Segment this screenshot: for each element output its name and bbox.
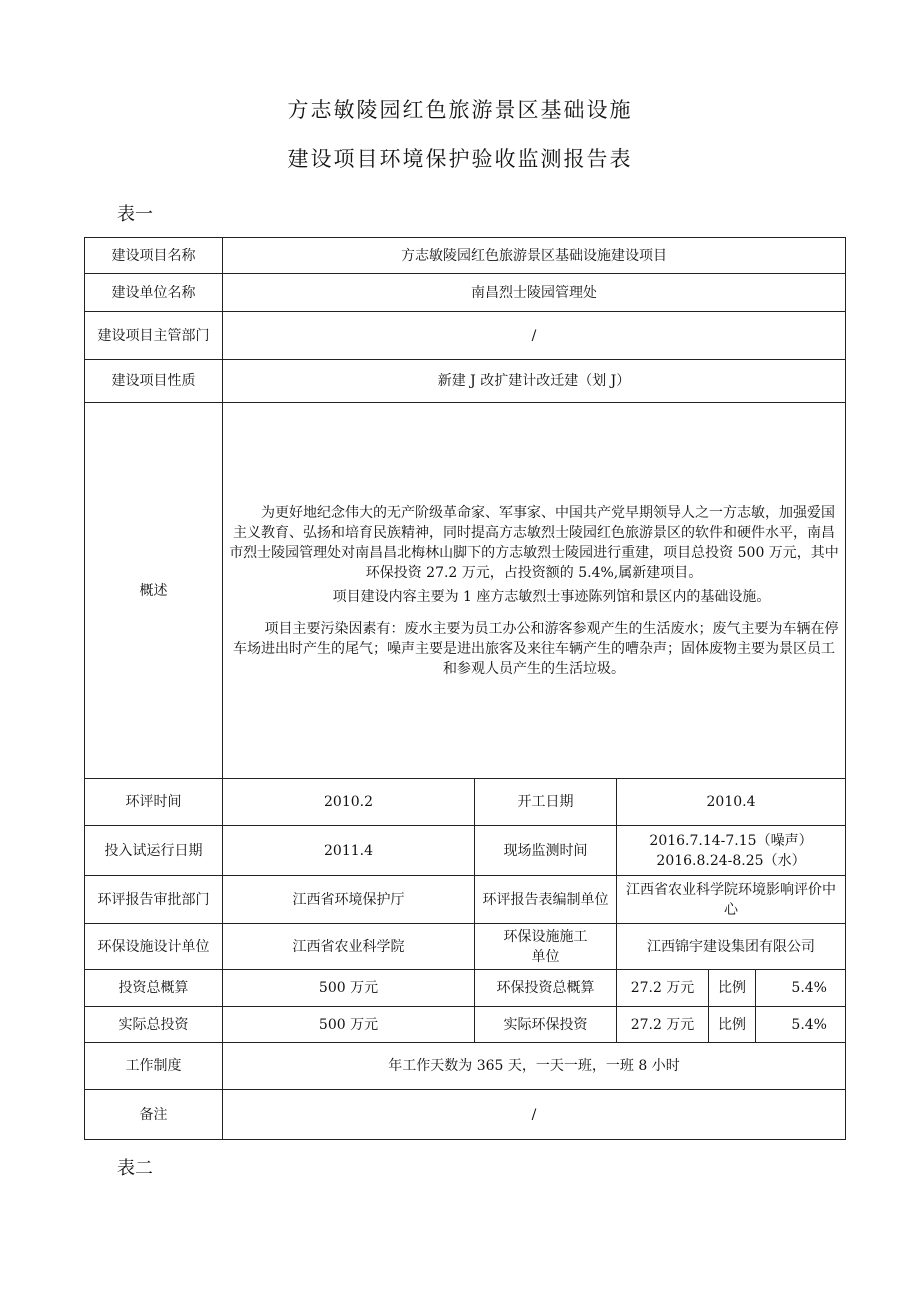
start-date-label: 开工日期 <box>475 779 617 826</box>
actual-env-investment-label: 实际环保投资 <box>475 1007 617 1043</box>
table-row <box>85 1090 846 1140</box>
budget-ratio-value: 5.4% <box>756 970 846 1007</box>
table-row <box>85 1043 846 1090</box>
unit-name-label: 建设单位名称 <box>85 274 223 312</box>
actual-env-investment-value: 27.2 万元 <box>617 1007 709 1043</box>
env-budget-value: 27.2 万元 <box>617 970 709 1007</box>
table-row <box>85 312 846 360</box>
approval-dept-label: 环评报告审批部门 <box>85 876 223 924</box>
table-row <box>85 876 846 924</box>
construction-unit-label-line2: 单位 <box>531 948 560 965</box>
nature-label: 建设项目性质 <box>85 360 223 403</box>
work-system-value: 年工作天数为 365 天，一天一班，一班 8 小时 <box>223 1043 846 1090</box>
budget-value: 500 万元 <box>223 970 475 1007</box>
monitoring-time-noise: 2016.7.14-7.15（噪声） <box>649 832 813 849</box>
unit-name-value: 南昌烈士陵园管理处 <box>223 274 846 312</box>
overview-content <box>223 403 846 779</box>
table-two-label: 表二 <box>117 1158 153 1179</box>
table-row <box>85 274 846 312</box>
approval-dept-value: 江西省环境保护厅 <box>223 876 475 924</box>
work-system-label: 工作制度 <box>85 1043 223 1090</box>
project-name-label: 建设项目名称 <box>85 238 223 274</box>
table-row <box>85 970 846 1007</box>
design-unit-value: 江西省农业科学院 <box>223 924 475 970</box>
report-title-line1: 方志敏陵园红色旅游景区基础设施 <box>287 98 633 122</box>
trial-date-label: 投入试运行日期 <box>85 826 223 876</box>
nature-value: 新建 J 改扩建计改迁建（划 J） <box>223 360 846 403</box>
monitoring-time-water: 2016.8.24-8.25（水） <box>656 852 806 869</box>
overview-paragraph-1: 为更好地纪念伟大的无产阶级革命家、军事家、中国共产党早期领导人之一方志敏，加强爱国主义教育、弘扬和培育民族精神，同时提高方志敏烈士陵园红色旅游景区的软件和硬件水平，南昌市烈士陵园管理处对南昌昌北梅林山脚下的方志敏烈士陵园进行重建，项目总投资 500 万元，其中环保投资 27.2 万元，占投资额的 5.4%,属新建项目。 <box>229 504 839 581</box>
table-row <box>85 360 846 403</box>
authority-label: 建设项目主管部门 <box>85 312 223 360</box>
authority-value: / <box>223 312 846 360</box>
construction-unit-label-line1: 环保设施施工 <box>503 928 588 945</box>
report-compiler-label: 环评报告表编制单位 <box>475 876 617 924</box>
start-date-value: 2010.4 <box>617 779 846 826</box>
table-row <box>85 1007 846 1043</box>
trial-date-value: 2011.4 <box>223 826 475 876</box>
overview-label: 概述 <box>85 403 223 779</box>
table-row <box>85 779 846 826</box>
table-row <box>85 826 846 876</box>
table-one-label: 表一 <box>117 204 153 225</box>
budget-ratio-label: 比例 <box>709 970 756 1007</box>
env-budget-label: 环保投资总概算 <box>475 970 617 1007</box>
overview-paragraph-2: 项目建设内容主要为 1 座方志敏烈士事迹陈列馆和景区内的基础设施。 <box>332 588 771 605</box>
table-row <box>85 403 846 779</box>
construction-unit-value: 江西锦宇建设集团有限公司 <box>617 924 846 970</box>
actual-investment-value: 500 万元 <box>223 1007 475 1043</box>
overview-paragraph-3: 项目主要污染因素有：废水主要为员工办公和游客参观产生的生活废水；废气主要为车辆在停车场进出时产生的尾气；噪声主要是进出旅客及来往车辆产生的嘈杂声；固体废物主要为景区员工和参观人员产生的生活垃圾。 <box>233 620 839 677</box>
budget-label: 投资总概算 <box>85 970 223 1007</box>
actual-investment-label: 实际总投资 <box>85 1007 223 1043</box>
actual-ratio-value: 5.4% <box>756 1007 846 1043</box>
project-name-value: 方志敏陵园红色旅游景区基础设施建设项目 <box>223 238 846 274</box>
report-compiler-value: 江西省农业科学院环境影响评价中心 <box>617 876 846 924</box>
design-unit-label: 环保设施设计单位 <box>85 924 223 970</box>
actual-ratio-label: 比例 <box>709 1007 756 1043</box>
monitoring-time-label: 现场监测时间 <box>475 826 617 876</box>
eia-time-value: 2010.2 <box>223 779 475 826</box>
table-row <box>85 238 846 274</box>
remarks-value: / <box>223 1090 846 1140</box>
report-title-line2: 建设项目环境保护验收监测报告表 <box>287 147 633 171</box>
remarks-label: 备注 <box>85 1090 223 1140</box>
eia-time-label: 环评时间 <box>85 779 223 826</box>
construction-unit-label <box>475 924 617 970</box>
project-info-table <box>84 237 846 1140</box>
table-row <box>85 924 846 970</box>
monitoring-time-value <box>617 826 846 876</box>
